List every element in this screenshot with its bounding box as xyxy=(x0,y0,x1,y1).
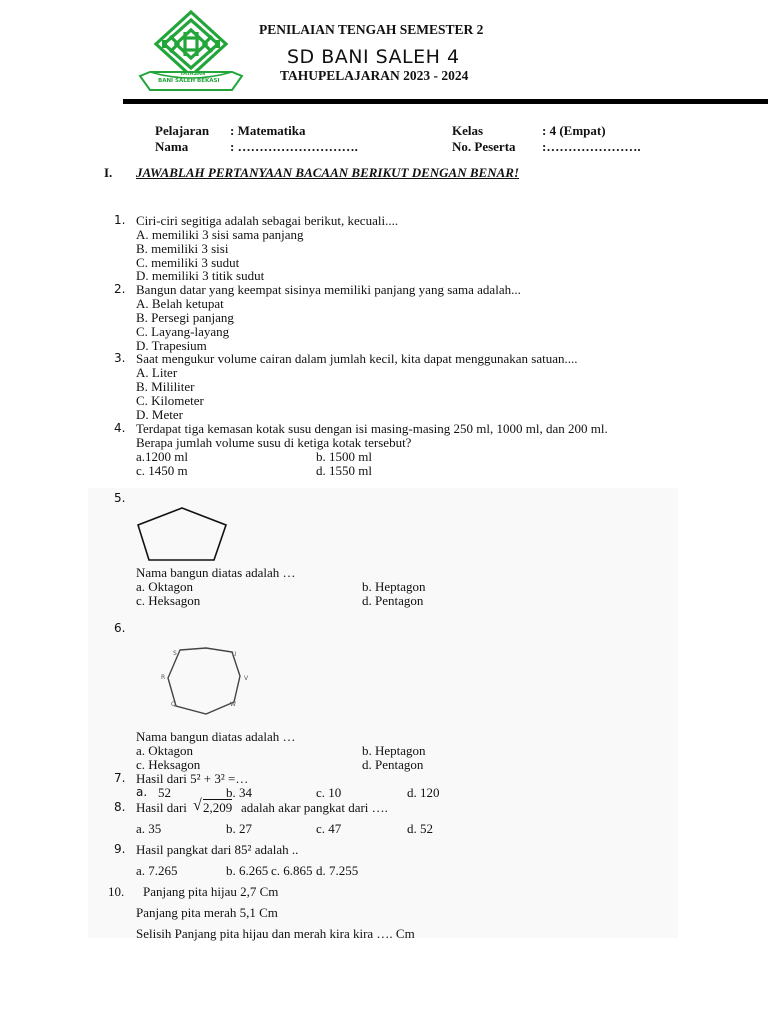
vertex-label-w: W xyxy=(230,701,236,708)
vertex-label-q: Q xyxy=(171,701,176,708)
school-logo xyxy=(136,10,246,96)
q5-option-b: b. Heptagon xyxy=(362,579,426,594)
q1-option-b: B. memiliki 3 sisi xyxy=(136,241,229,256)
q7-number: 7. xyxy=(114,771,126,785)
q7-option-d: d. 120 xyxy=(407,785,440,800)
class-label: Kelas xyxy=(452,123,484,138)
q7-option-b: b. 34 xyxy=(226,785,252,800)
number-value: :…………………. xyxy=(542,139,641,154)
q1-option-c: C. memiliki 3 sudut xyxy=(136,255,240,270)
q3-text: Saat mengukur volume cairan dalam jumlah kecil, kita dapat menggunakan satuan.... xyxy=(136,351,578,366)
q9-option-a: a. 7.265 xyxy=(136,863,178,878)
q4-number: 4. xyxy=(114,421,126,435)
school-year: TAHUPELAJARAN 2023 - 2024 xyxy=(280,68,469,83)
q10-line-1: Panjang pita hijau 2,7 Cm xyxy=(143,884,279,899)
q1-option-d: D. memiliki 3 titik sudut xyxy=(136,268,265,283)
name-label: Nama xyxy=(155,139,189,154)
q6-number: 6. xyxy=(114,621,126,635)
q8-option-a: a. 35 xyxy=(136,821,162,836)
q5-number: 5. xyxy=(114,491,126,505)
vertex-label-u: U xyxy=(232,651,237,658)
section-title: JAWABLAH PERTANYAAN BACAAN BERIKUT DENGAN BENAR! xyxy=(136,165,519,180)
q6-option-b: b. Heptagon xyxy=(362,743,426,758)
q8-option-d: d. 52 xyxy=(407,821,433,836)
q8-option-c: c. 47 xyxy=(316,821,342,836)
pentagon-figure xyxy=(134,505,234,563)
q1-option-a: A. memiliki 3 sisi sama panjang xyxy=(136,227,304,242)
subject-value: : Matematika xyxy=(230,123,306,138)
q9-option-b: b. 6.265 xyxy=(226,863,269,878)
q10-number: 10. xyxy=(108,884,125,899)
section-roman: I. xyxy=(104,165,113,180)
q6-option-c: c. Heksagon xyxy=(136,757,201,772)
q6-option-d: d. Pentagon xyxy=(362,757,424,772)
school-name: SD BANI SALEH 4 xyxy=(287,46,460,68)
exam-title: PENILAIAN TENGAH SEMESTER 2 xyxy=(259,22,484,37)
q8-text-after: adalah akar pangkat dari …. xyxy=(241,800,388,815)
logo-text-top: YAYASAN xyxy=(180,71,206,77)
q9-option-d: d. 7.255 xyxy=(316,863,359,878)
logo-text-bottom: BANI SALEH BEKASI xyxy=(158,78,220,84)
q3-option-c: C. Kilometer xyxy=(136,393,204,408)
q5-option-c: c. Heksagon xyxy=(136,593,201,608)
name-value: : ………………………. xyxy=(230,139,358,154)
q4-option-b: b. 1500 ml xyxy=(316,449,372,464)
q7-option-c: c. 10 xyxy=(316,785,342,800)
q5-option-a: a. Oktagon xyxy=(136,579,194,594)
q9-option-c: c. 6.865 xyxy=(271,863,313,878)
q2-number: 2. xyxy=(114,282,126,296)
q2-option-b: B. Persegi panjang xyxy=(136,310,234,325)
q2-option-c: C. Layang-layang xyxy=(136,324,230,339)
q1-number: 1. xyxy=(114,213,126,227)
q8-radicand: 2,209 xyxy=(203,800,233,815)
q8-number: 8. xyxy=(114,800,126,814)
vertex-label-v: V xyxy=(244,675,249,682)
q7-text: Hasil dari 5² + 3² =… xyxy=(136,771,249,786)
q9-text: Hasil pangkat dari 85² adalah .. xyxy=(136,842,299,857)
q4-option-a: a.1200 ml xyxy=(136,449,188,464)
q7-option-a-letter: a. xyxy=(136,785,148,799)
q7-option-a: 52 xyxy=(158,785,171,800)
header-rule xyxy=(123,99,768,104)
q4-option-d: d. 1550 ml xyxy=(316,463,372,478)
q4-text: Terdapat tiga kemasan kotak susu dengan isi masing-masing 250 ml, 1000 ml, dan 200 ml. xyxy=(136,421,608,436)
q8-option-b: b. 27 xyxy=(226,821,252,836)
q6-option-a: a. Oktagon xyxy=(136,743,194,758)
vertex-label-s: S xyxy=(173,650,177,657)
q3-option-b: B. Mililiter xyxy=(136,379,195,394)
q2-text: Bangun datar yang keempat sisinya memiliki panjang yang sama adalah... xyxy=(136,282,521,297)
q9-number: 9. xyxy=(114,842,126,856)
q10-line-2: Panjang pita merah 5,1 Cm xyxy=(136,905,278,920)
q1-text: Ciri-ciri segitiga adalah sebagai berikut, kecuali.... xyxy=(136,213,399,228)
number-label: No. Peserta xyxy=(452,139,516,154)
q10-line-3: Selisih Panjang pita hijau dan merah kira kira …. Cm xyxy=(136,926,415,941)
vertex-label-r: R xyxy=(161,674,166,681)
q3-number: 3. xyxy=(114,351,126,365)
q5-option-d: d. Pentagon xyxy=(362,593,424,608)
q5-text: Nama bangun diatas adalah … xyxy=(136,565,296,580)
subject-label: Pelajaran xyxy=(155,123,210,138)
q8-text-before: Hasil dari xyxy=(136,800,187,815)
q6-text: Nama bangun diatas adalah … xyxy=(136,729,296,744)
q2-option-d: D. Trapesium xyxy=(136,338,207,353)
q4-text-2: Berapa jumlah volume susu di ketiga kotak tersebut? xyxy=(136,435,412,450)
q3-option-a: A. Liter xyxy=(136,365,178,380)
octagon-figure xyxy=(156,644,256,720)
q4-option-c: c. 1450 m xyxy=(136,463,188,478)
q2-option-a: A. Belah ketupat xyxy=(136,296,224,311)
class-value: : 4 (Empat) xyxy=(542,123,606,138)
sqrt-icon: √ xyxy=(193,797,202,814)
q3-option-d: D. Meter xyxy=(136,407,183,422)
